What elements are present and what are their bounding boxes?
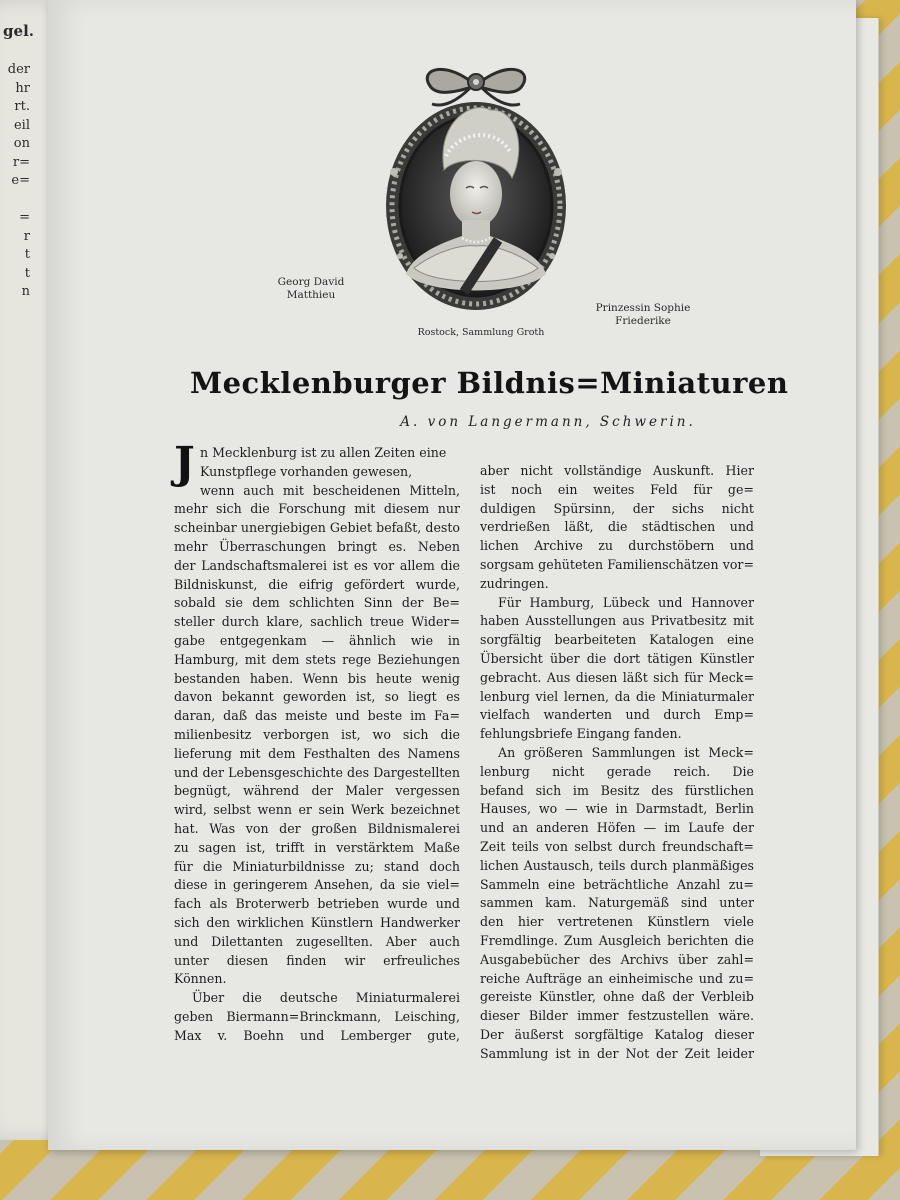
caption-sitter: [588, 302, 698, 328]
left-page-line: der: [7, 62, 30, 77]
drop-cap: J: [174, 438, 195, 489]
text-line: und Dilettanten zugesellten. Aber auch: [174, 933, 460, 949]
text-line: diese in geringerem Ansehen, da sie viel=: [174, 877, 460, 893]
text-line: scheinbar unergiebigen Gebiet befaßt, desto: [174, 520, 460, 536]
text-line: Für Hamburg, Lübeck und Hannover: [498, 594, 754, 610]
text-line: geben Biermann=Brinckmann, Leisching,: [174, 1008, 460, 1024]
text-line: aber nicht vollständige Auskunft. Hier: [480, 463, 754, 478]
left-page-line: rt.: [14, 99, 30, 114]
left-page-line: r=: [12, 154, 30, 170]
text-line: sorgsam gehüteten Familienschätzen vor=: [480, 556, 754, 572]
left-page-line: t: [24, 247, 30, 262]
miniature-portrait: [378, 60, 574, 322]
text-line: lichen Austausch, teils durch planmäßiges: [480, 857, 754, 873]
text-line: lenburg viel lernen, da die Miniaturmaler: [480, 688, 754, 704]
text-line: verdrießen läßt, die städtischen und: [480, 519, 754, 535]
caption-painter-line: Matthieu: [286, 289, 336, 301]
left-page-heading: gel.: [3, 22, 34, 40]
book-page: [48, 0, 856, 1150]
text-line: und an anderen Höfen — im Laufe der: [480, 820, 754, 836]
text-line: Der äußerst sorgfältige Katalog dieser: [480, 1026, 754, 1042]
text-column-right: [480, 462, 754, 1064]
left-page-line: r: [23, 228, 30, 244]
text-line: Sammeln eine beträchtliche Anzahl zu=: [480, 876, 754, 892]
text-line: bestanden haben. Wenn bis heute wenig: [174, 670, 460, 686]
text-line: zudringen.: [480, 575, 549, 591]
text-line: fach als Broterwerb betrieben wurde und: [174, 896, 460, 912]
text-line: lenburg nicht gerade reich. Die: [480, 763, 754, 779]
text-column-left: [174, 438, 460, 1046]
text-line: zu sagen ist, trifft in verstärktem Maße: [174, 839, 460, 855]
caption-sitter-line: Prinzessin Sophie: [595, 302, 691, 314]
text-line: Ausgabebücher des Archivs über zahl=: [480, 951, 754, 967]
left-page-line: t: [24, 265, 30, 281]
text-line: mehr Überraschungen bringt es. Neben: [174, 538, 460, 554]
left-page-line: eil: [13, 117, 30, 133]
text-line: fehlungsbriefe Eingang fanden.: [480, 726, 682, 742]
text-line: An größeren Sammlungen ist Meck=: [498, 744, 754, 760]
text-line: der Landschaftsmalerei ist es vor allem die: [174, 557, 460, 573]
text-line: vielfach wanderten und durch Emp=: [480, 707, 754, 723]
text-line: Hamburg, mit dem stets rege Beziehungen: [174, 651, 460, 667]
text-line: Max v. Boehn und Lemberger gute,: [174, 1027, 460, 1043]
text-line: wird, selbst wenn er sein Werk bezeichnet: [174, 802, 460, 818]
text-line: daran, daß das meiste und beste im Fa=: [174, 708, 460, 724]
text-line: mehr sich die Forschung mit diesem nur: [174, 501, 460, 517]
text-line: duldigen Spürsinn, der sichs nicht: [480, 500, 754, 516]
caption-sitter-line: Friederike: [615, 315, 671, 327]
text-line: Bildniskunst, die eifrig gefördert wurde,: [174, 576, 460, 592]
left-page-line: =: [19, 210, 30, 225]
text-line: sobald sie dem schlichten Sinn der Be=: [174, 595, 460, 611]
text-line: haben Ausstellungen aus Privatbesitz mit: [480, 613, 754, 629]
text-line: unter diesen finden wir erfreuliches: [174, 952, 460, 968]
text-line: ist noch ein weites Feld für ge=: [480, 481, 754, 497]
text-line: den hier vertretenen Künstlern viele: [480, 914, 754, 930]
caption-collection: Rostock, Sammlung Groth: [417, 327, 545, 338]
left-page-line: on: [13, 136, 30, 151]
text-line: Zeit teils von selbst durch freundschaft=: [480, 838, 754, 854]
text-line: befand sich im Besitz des fürstlichen: [480, 782, 754, 798]
text-line: davon bekannt geworden ist, so liegt es: [174, 689, 460, 705]
text-line: Fremdlinge. Zum Ausgleich berichten die: [480, 932, 754, 948]
text-line: Sammlung ist in der Not der Zeit leider: [480, 1045, 754, 1061]
text-line: sorgfältig bearbeiteten Katalogen eine: [480, 632, 754, 648]
text-line: milienbesitz verborgen ist, wo sich die: [174, 726, 460, 742]
text-line: hat. Was von der großen Bildnismalerei: [174, 820, 460, 836]
article-author: A. von Langermann, Schwerin.: [400, 414, 696, 430]
text-line: Übersicht über die dort tätigen Künstler: [480, 650, 754, 666]
text-line: n Mecklenburg ist zu allen Zeiten eine: [200, 445, 447, 460]
text-line: Können.: [174, 971, 227, 987]
article-title: Mecklenburger Bildnis=Miniaturen: [190, 366, 789, 400]
text-line: reiche Aufträge an einheimische und zu=: [480, 970, 754, 986]
text-line: begnügt, während der Maler vergessen: [174, 783, 460, 799]
text-line: für die Miniaturbildnisse zu; stand doch: [174, 858, 460, 874]
text-line: Kunstpflege vorhanden gewesen,: [200, 463, 413, 479]
text-line: lieferung mit dem Festhalten des Namens: [174, 745, 460, 761]
caption-painter-line: Georg David: [277, 276, 345, 288]
text-line: dieser Bilder immer festzustellen wäre.: [480, 1008, 754, 1024]
text-line: steller durch klare, sachlich treue Wider=: [174, 614, 460, 630]
text-line: sich den wirklichen Künstlern Handwerker: [174, 914, 460, 930]
portrait-illustration: [378, 60, 574, 322]
text-line: und der Lebensgeschichte des Dargestellten: [174, 764, 460, 780]
left-page-line: hr: [15, 80, 30, 96]
text-line: gabe entgegenkam — ähnlich wie in: [174, 632, 460, 648]
left-page-line: n: [21, 284, 30, 299]
left-page-line: e=: [11, 173, 30, 188]
text-line: gebracht. Aus diesen läßt sich für Meck=: [480, 669, 754, 685]
text-line: Hauses, wo — wie in Darmstadt, Berlin: [480, 801, 754, 817]
text-line: gereiste Künstler, ohne daß der Verbleib: [480, 989, 754, 1005]
caption-painter: [266, 276, 356, 302]
text-line: wenn auch mit bescheidenen Mitteln,: [200, 482, 460, 498]
text-line: lichen Archive zu durchstöbern und: [480, 538, 754, 554]
text-line: Über die deutsche Miniaturmalerei: [192, 990, 460, 1006]
text-line: sammen kam. Naturgemäß sind unter: [480, 895, 754, 911]
